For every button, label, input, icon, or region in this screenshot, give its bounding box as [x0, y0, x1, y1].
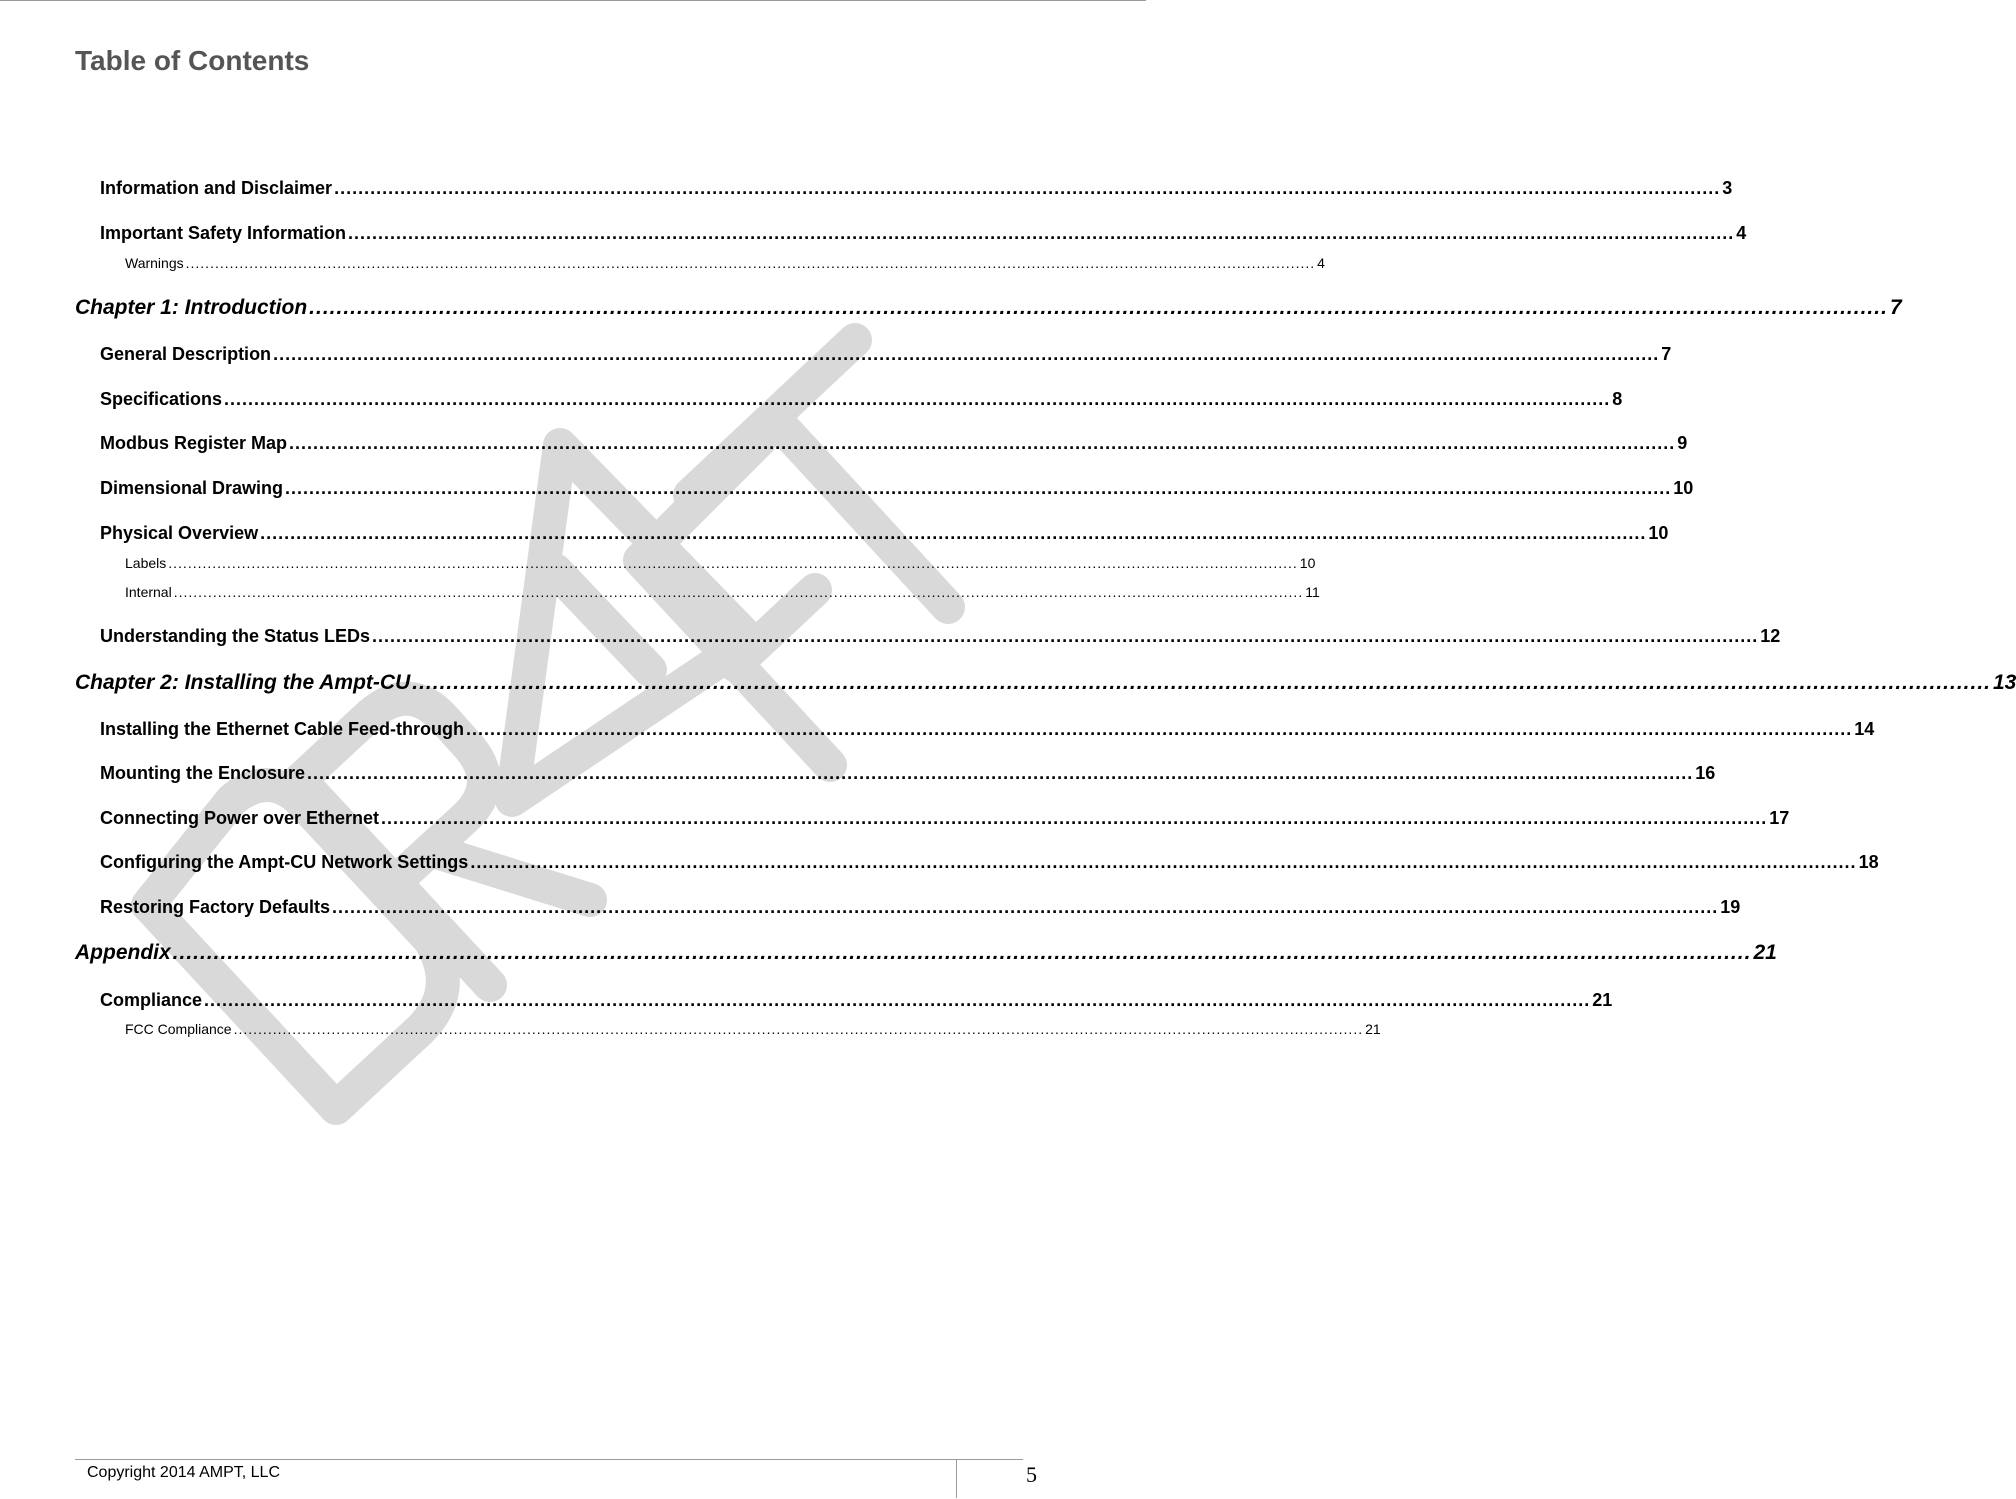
toc-dot-leader: ....................................................................................................................................................................................................................................... — [273, 344, 1660, 364]
toc-entry-label: Connecting Power over Ethernet — [100, 808, 380, 828]
toc-entry[interactable] — [100, 344, 1672, 365]
toc-entry[interactable] — [75, 296, 1902, 320]
toc-dot-leader: ....................................................................................................................................................................................................................................... — [412, 671, 1991, 694]
toc-entry[interactable] — [100, 990, 1613, 1011]
toc-entry[interactable] — [100, 478, 1694, 499]
toc-title: Table of Contents — [75, 45, 310, 76]
toc-entry-label: Mounting the Enclosure — [100, 763, 305, 783]
toc-entry-label: Restoring Factory Defaults — [100, 897, 331, 917]
toc-dot-leader: ....................................................................................................................................................................................................................................... — [466, 719, 1853, 739]
toc-entry-page: 8 — [1612, 389, 1623, 409]
footer-divider — [956, 1460, 957, 1498]
toc-entry-label: Information and Disclaimer — [100, 178, 333, 198]
toc-dot-leader: ....................................................................................................................................................................................................................................... — [185, 255, 1316, 271]
toc-dot-leader: ....................................................................................................................................................................................................................................... — [309, 296, 1888, 319]
toc-dot-leader: ....................................................................................................................................................................................................................................... — [470, 852, 1857, 872]
toc-entry-page: 4 — [1736, 223, 1747, 243]
toc-entry[interactable] — [100, 626, 1781, 647]
toc-entry[interactable] — [75, 671, 2016, 695]
toc-dot-leader: ....................................................................................................................................................................................................................................... — [172, 941, 1752, 964]
toc-entry-label: Configuring the Ampt-CU Network Settings — [100, 852, 469, 872]
toc-entry[interactable] — [100, 763, 1716, 784]
toc-dot-leader: ....................................................................................................................................................................................................................................... — [289, 433, 1676, 453]
toc-dot-leader: ....................................................................................................................................................................................................................................... — [334, 178, 1721, 198]
toc-dot-leader: ....................................................................................................................................................................................................................................... — [260, 523, 1647, 543]
toc-entry-page: 12 — [1760, 626, 1781, 646]
toc-entry-label: Specifications — [100, 389, 223, 409]
toc-entry-page: 17 — [1769, 808, 1790, 828]
toc-entry-page: 10 — [1648, 523, 1669, 543]
toc-dot-leader: ....................................................................................................................................................................................................................................... — [348, 223, 1735, 243]
toc-entry-label: Installing the Ethernet Cable Feed-through — [100, 719, 465, 739]
toc-entry-page: 13 — [1993, 671, 2016, 694]
toc-entry[interactable] — [125, 584, 1320, 600]
toc-entry[interactable] — [100, 223, 1747, 244]
toc-entry[interactable] — [100, 433, 1688, 454]
toc-entry-label: Understanding the Status LEDs — [100, 626, 371, 646]
toc-entry-label: Physical Overview — [100, 523, 259, 543]
toc-entry-page: 10 — [1673, 478, 1694, 498]
toc-entry-page: 11 — [1305, 584, 1320, 600]
toc-entry[interactable] — [75, 941, 1777, 965]
toc-entry-page: 16 — [1695, 763, 1716, 783]
toc-entry-page: 18 — [1858, 852, 1879, 872]
toc-entry-label: FCC Compliance — [125, 1021, 232, 1037]
toc-dot-leader: ....................................................................................................................................................................................................................................... — [168, 555, 1298, 571]
toc-entry-label: Compliance — [100, 990, 203, 1010]
toc-dot-leader: ....................................................................................................................................................................................................................................... — [372, 626, 1759, 646]
toc-dot-leader: ....................................................................................................................................................................................................................................... — [332, 897, 1719, 917]
toc-entry-page: 9 — [1677, 433, 1688, 453]
toc-entry[interactable] — [100, 719, 1875, 740]
toc-entry-page: 14 — [1854, 719, 1875, 739]
toc-entry[interactable] — [100, 897, 1741, 918]
toc-entry-label: Chapter 2: Installing the Ampt-CU — [75, 671, 411, 694]
toc-entry-page: 21 — [1365, 1021, 1381, 1037]
toc-dot-leader: ....................................................................................................................................................................................................................................... — [233, 1021, 1364, 1037]
toc-entry[interactable] — [100, 808, 1790, 829]
toc-entry-label: Dimensional Drawing — [100, 478, 284, 498]
toc-entry-label: Important Safety Information — [100, 223, 347, 243]
toc-dot-leader: ....................................................................................................................................................................................................................................... — [224, 389, 1611, 409]
toc-entry-page: 19 — [1720, 897, 1741, 917]
footer-page-number: 5 — [1026, 1462, 1037, 1487]
toc-entry[interactable] — [100, 178, 1733, 199]
toc-entry-page: 21 — [1592, 990, 1613, 1010]
toc-entry[interactable] — [125, 255, 1325, 271]
toc-entry-page: 21 — [1753, 941, 1777, 964]
toc-entry-label: Chapter 1: Introduction — [75, 296, 308, 319]
toc-dot-leader: ....................................................................................................................................................................................................................................... — [204, 990, 1591, 1010]
toc-entry-page: 7 — [1889, 296, 1902, 319]
toc-entry[interactable] — [100, 523, 1669, 544]
toc-dot-leader: ....................................................................................................................................................................................................................................... — [307, 763, 1694, 783]
toc-entry-label: Appendix — [75, 941, 171, 964]
toc-dot-leader: ....................................................................................................................................................................................................................................... — [173, 584, 1304, 600]
toc-dot-leader: ....................................................................................................................................................................................................................................... — [381, 808, 1768, 828]
toc-entry[interactable] — [100, 852, 1879, 873]
toc-entry[interactable] — [125, 1021, 1381, 1037]
toc-dot-leader: ....................................................................................................................................................................................................................................... — [285, 478, 1672, 498]
toc-entry-label: Labels — [125, 555, 167, 571]
toc-entry-page: 4 — [1317, 255, 1325, 271]
toc-entry-page: 3 — [1722, 178, 1733, 198]
toc-entry[interactable] — [125, 555, 1316, 571]
toc-entry-page: 10 — [1299, 555, 1316, 571]
footer-copyright: Copyright 2014 AMPT, LLC — [87, 1464, 280, 1481]
toc-entry-label: Internal — [125, 584, 172, 600]
toc-entry-label: General Description — [100, 344, 272, 364]
toc-entry-label: Modbus Register Map — [100, 433, 288, 453]
footer-rule — [75, 1459, 1023, 1460]
toc-entry-label: Warnings — [125, 255, 184, 271]
toc-entry-page: 7 — [1661, 344, 1672, 364]
toc-entry[interactable] — [100, 389, 1623, 410]
